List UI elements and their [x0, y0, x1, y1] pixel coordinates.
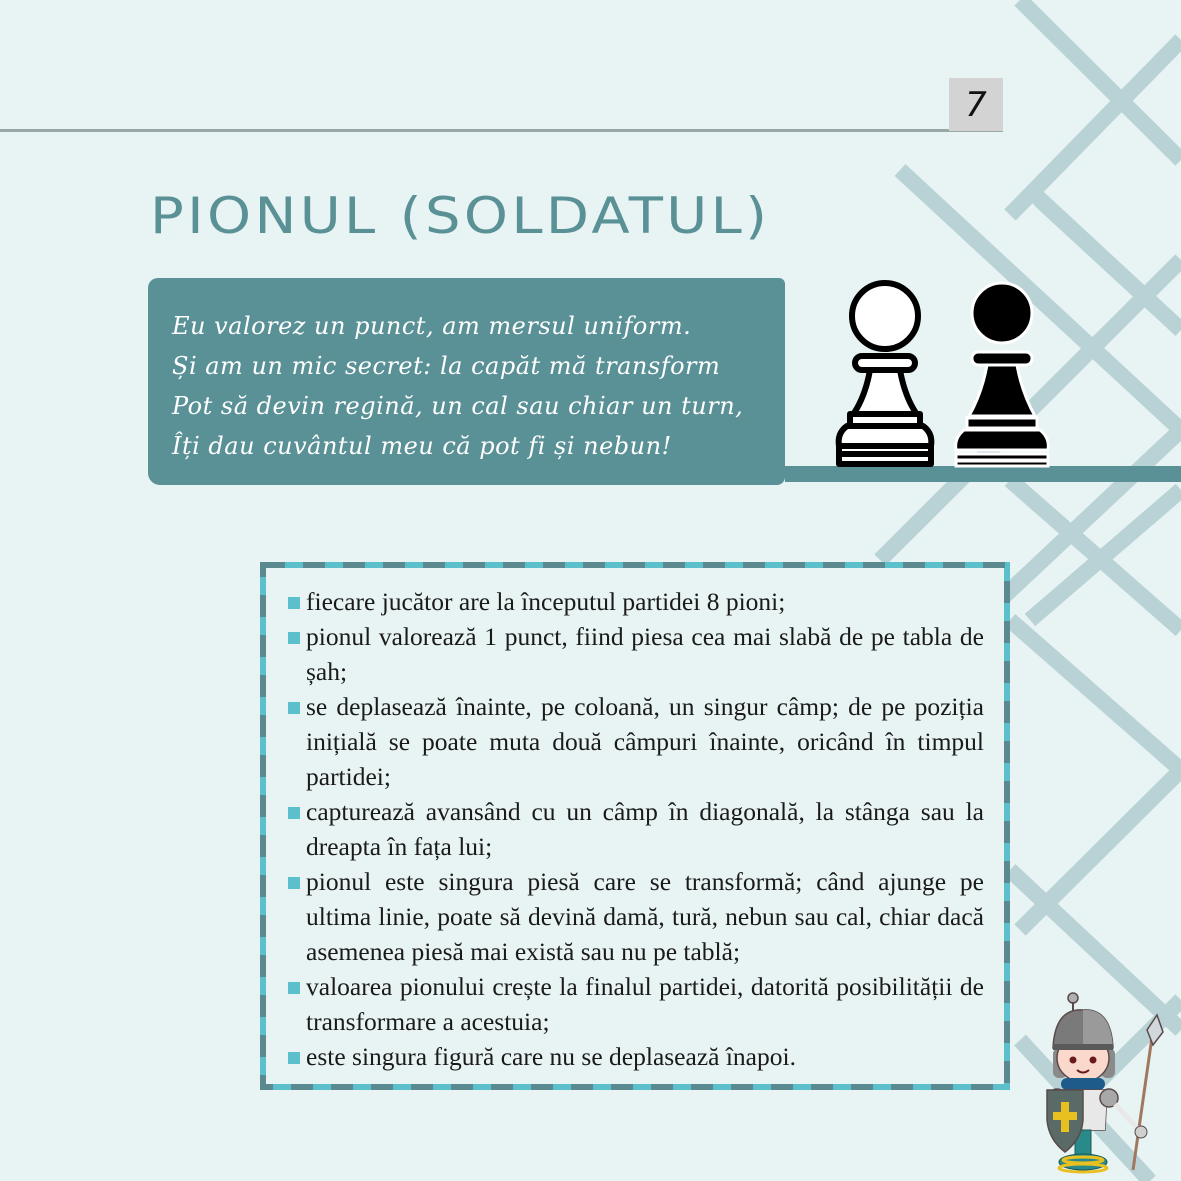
square-bullet-icon [288, 982, 300, 994]
black-pawn-icon [952, 278, 1052, 468]
square-bullet-icon [288, 1052, 300, 1064]
list-item: valoarea pionului crește la finalul partidei, datorită posibilității de transformare a acestuia; [286, 969, 984, 1039]
pawn-soldier-mascot [1045, 990, 1175, 1175]
list-item: pionul valorează 1 punct, fiind piesa cea mai slabă de pe tabla de șah; [286, 619, 984, 689]
poem-line: Îți dau cuvântul meu că pot fi și nebun! [172, 432, 672, 460]
poem-line: Și am un mic secret: la capăt mă transform [172, 352, 721, 380]
list-item: capturează avansând cu un câmp în diagonală, la stânga sau la dreapta în fața lui; [286, 794, 984, 864]
list-item: fiecare jucător are la începutul partidei 8 pioni; [286, 584, 984, 619]
square-bullet-icon [288, 877, 300, 889]
square-bullet-icon [288, 807, 300, 819]
rules-list [286, 584, 984, 1074]
list-item: este singura figură care nu se deplasează înapoi. [286, 1039, 984, 1074]
square-bullet-icon [288, 632, 300, 644]
square-bullet-icon [288, 597, 300, 609]
white-pawn-icon [833, 278, 937, 468]
poem-line: Eu valorez un punct, am mersul uniform. [172, 312, 692, 340]
list-item: se deplasează înainte, pe coloană, un singur câmp; de pe poziția inițială se poate muta două câmpuri înainte, oricând în timpul partidei; [286, 689, 984, 794]
poem-line: Pot să devin regină, un cal sau chiar un turn, [172, 392, 744, 420]
page-title: PIONUL (SOLDATUL) [150, 187, 771, 245]
rules-panel [260, 562, 1010, 1090]
shelf-line [785, 466, 1181, 482]
list-item: pionul este singura piesă care se transformă; când ajunge pe ultima linie, poate să devină damă, tură, nebun sau cal, chiar dacă asemenea piesă mai există sau nu pe tablă; [286, 864, 984, 969]
header-rule [0, 129, 1003, 132]
page-number: 7 [949, 78, 1003, 131]
square-bullet-icon [288, 702, 300, 714]
poem-text [172, 306, 782, 466]
